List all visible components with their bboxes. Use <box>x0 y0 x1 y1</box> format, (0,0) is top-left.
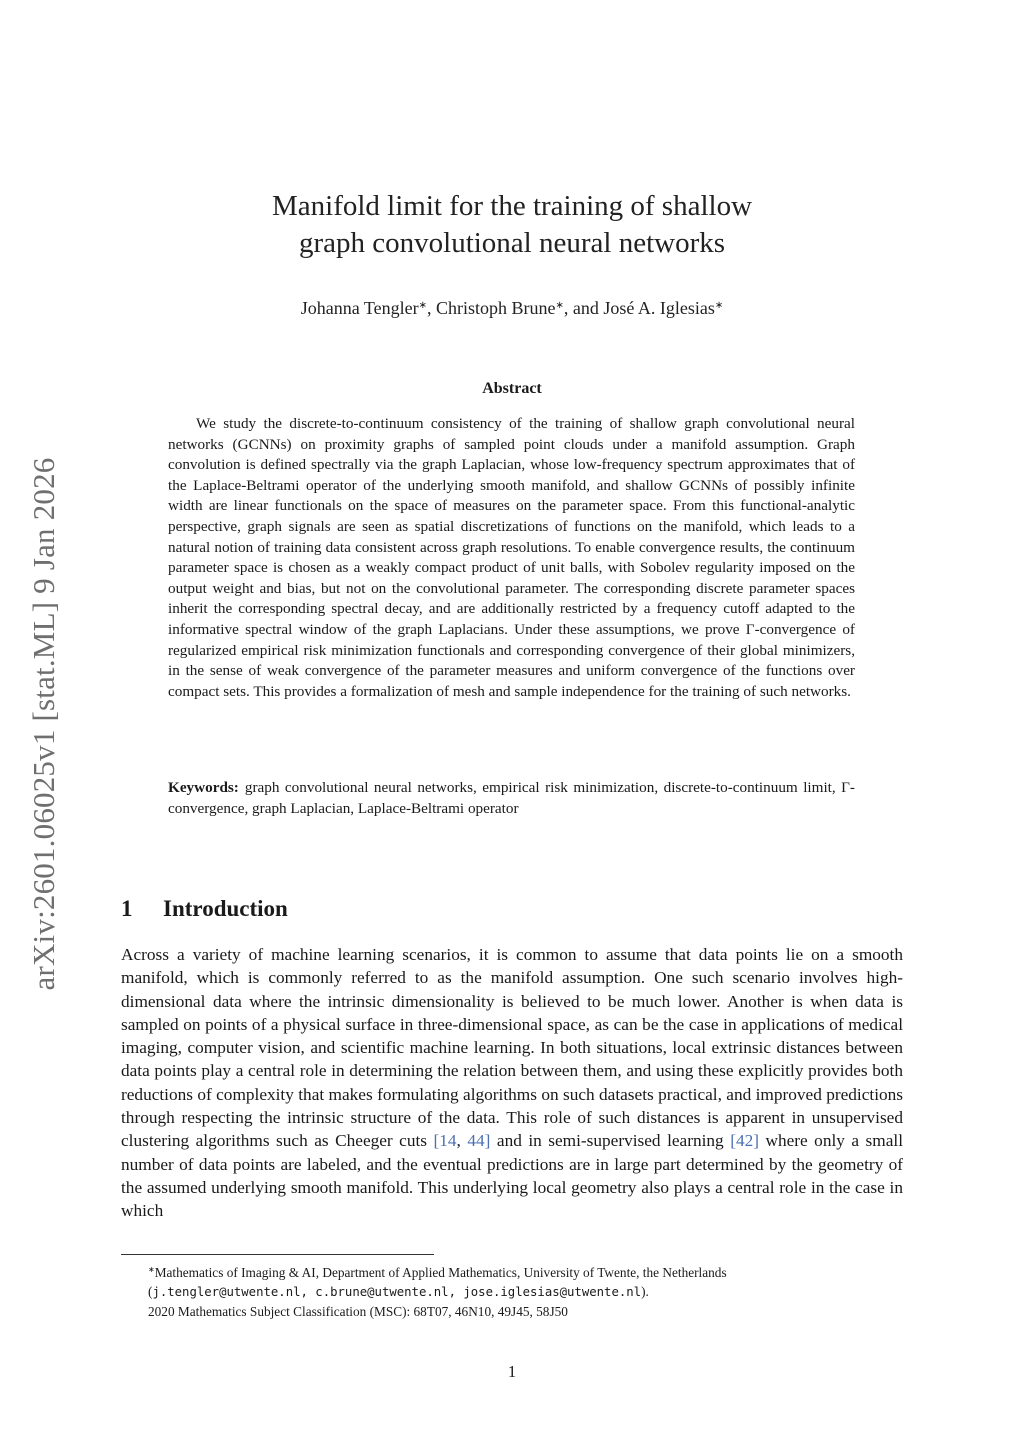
author-separator: , and <box>563 298 604 318</box>
affiliation-text: Mathematics of Imaging & AI, Department of Applied Mathematics, University of Twente, the Netherlands <box>154 1265 727 1280</box>
author-list <box>0 298 1024 319</box>
author-name: José A. Iglesias <box>603 298 715 318</box>
footnotes <box>121 1260 903 1321</box>
footnote-mark: ∗ <box>148 1265 155 1274</box>
introduction-paragraph <box>121 943 903 1223</box>
affiliation-mark: ∗ <box>714 300 724 311</box>
page-number: 1 <box>507 1362 517 1381</box>
keywords-block <box>168 778 855 819</box>
keywords-text: graph convolutional neural networks, empirical risk minimization, discrete-to-continuum limit, Γ-convergence, graph Laplacian, Laplace-Beltrami operator <box>168 779 855 817</box>
paren: ( <box>148 1284 153 1299</box>
arxiv-identifier-stamp: arXiv:2601.06025v1 [stat.ML] 9 Jan 2026 <box>26 457 61 991</box>
email-addresses[interactable]: j.tengler@utwente.nl, c.brune@utwente.nl, jose.iglesias@utwente.nl <box>152 1285 642 1299</box>
footnote-affiliation <box>121 1260 903 1282</box>
section-number: 1 <box>121 896 133 921</box>
affiliation-mark: ∗ <box>418 300 427 311</box>
author-name: Christoph Brune <box>435 298 556 318</box>
citation-link[interactable]: [42] <box>730 1131 759 1151</box>
paper-title-line-2: graph convolutional neural networks <box>298 227 726 259</box>
intro-text: where only a small number of data points are labeled, and the eventual predictions are in large part determined by the geometry of the assumed underlying smooth manifold. This underlying local geometry also plays a central role in the case in which <box>121 1131 903 1221</box>
footnote-divider <box>121 1254 434 1255</box>
paren: ). <box>641 1284 649 1299</box>
intro-text: Across a variety of machine learning scenarios, it is common to assume that data points lie on a smooth manifold, which is commonly referred to as the manifold assumption. One such scenario involves high-dimensional data where the intrinsic dimensionality is believed to be much lower. Another is when data is sampled on points of a physical surface in three-dimensional space, as can be the case in applications of medical imaging, computer vision, and scientific machine learning. In both situations, local extrinsic distances between data points play a central role in determining the relation between them, and using these explicitly provides both reductions of complexity that makes formulating algorithms on such datasets practical, and improved predictions through respecting the intrinsic structure of the data. This role of such distances is apparent in unsupervised clustering algorithms such as Cheeger cuts <box>121 945 903 1151</box>
paper-title <box>0 188 1024 262</box>
keywords-label: Keywords: <box>168 779 239 796</box>
author-name: Johanna Tengler <box>300 298 419 318</box>
intro-text: and in semi-supervised learning <box>490 1131 731 1151</box>
affiliation-mark: ∗ <box>555 300 564 311</box>
footnote-msc: 2020 Mathematics Subject Classification (MSC): 68T07, 46N10, 49J45, 58J50 <box>148 1304 568 1319</box>
citation-link[interactable]: 44] <box>467 1131 491 1151</box>
abstract-text: We study the discrete-to-continuum consistency of the training of shallow graph convolutional neural networks (GCNNs) on proximity graphs of sampled point clouds under a manifold assumption. Graph convolution is defined spectrally via the graph Laplacian, whose low-frequency spectrum approximates that of the Laplace-Beltrami operator of the underlying smooth manifold, and shallow GCNNs of possibly infinite width are linear functionals on the space of measures on the parameter space. From this functional-analytic perspective, graph signals are seen as spatial discretizations of functions on the manifold, which leads to a natural notion of training data consistent across graph resolutions. To enable convergence results, the continuum parameter space is chosen as a weakly compact product of unit balls, with Sobolev regularity imposed on the output weight and bias, but not on the convolutional parameter. The corresponding discrete parameter spaces inherit the corresponding spectral decay, and are additionally restricted by a frequency cutoff adapted to the informative spectral window of the graph Laplacians. Under these assumptions, we prove Γ-convergence of regularized empirical risk minimization functionals and corresponding convergence of their global minimizers, in the sense of weak convergence of the parameter measures and uniform convergence of the functions over compact sets. This provides a formalization of mesh and sample independence for the training of such networks. <box>168 415 855 700</box>
citation-link[interactable]: [14 <box>433 1131 457 1151</box>
section-heading <box>121 896 288 922</box>
author-separator: , <box>426 298 436 318</box>
paper-title-line-1: Manifold limit for the training of shallow <box>271 190 753 222</box>
citation-separator: , <box>456 1131 468 1151</box>
abstract-heading: Abstract <box>482 380 542 397</box>
footnote-emails <box>121 1282 903 1302</box>
section-title: Introduction <box>163 896 288 921</box>
